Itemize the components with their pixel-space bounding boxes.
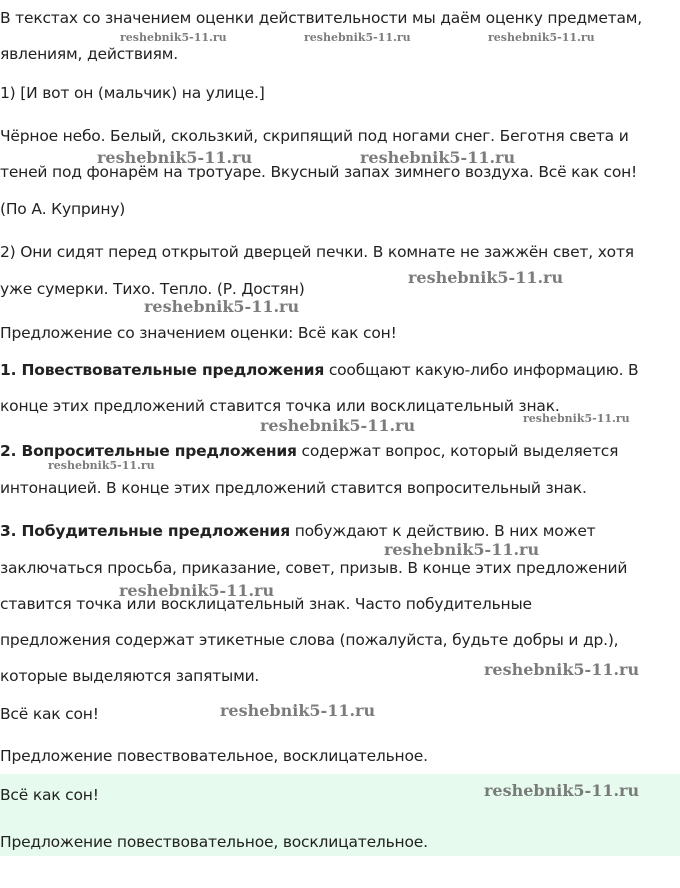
- example-1-source: (По А. Куприну): [0, 200, 126, 218]
- type-3-line-3: ставится точка или восклицательный знак. Часто побудительные: [0, 595, 532, 613]
- watermark: reshebnik5-11.ru: [484, 781, 640, 800]
- watermark: reshebnik5-11.ru: [144, 297, 300, 316]
- watermark: reshebnik5-11.ru: [408, 268, 564, 287]
- watermark: reshebnik5-11.ru: [48, 459, 155, 472]
- type-2-line-2: интонацией. В конце этих предложений ставится вопросительный знак.: [0, 479, 587, 497]
- highlight-answer-sentence: Всё как сон!: [0, 786, 99, 804]
- answer-sentence: Всё как сон!: [0, 705, 99, 723]
- watermark: reshebnik5-11.ru: [484, 660, 640, 679]
- type-2-title: 2. Вопросительные предложения: [0, 442, 297, 460]
- intro-line-1: В текстах со значением оценки действительности мы даём оценку предметам,: [0, 9, 643, 27]
- watermark: reshebnik5-11.ru: [523, 412, 630, 425]
- type-3-line-1: 3. Побудительные предложения побуждают к действию. В них может: [0, 522, 596, 540]
- evaluation-sentence: Предложение со значением оценки: Всё как сон!: [0, 324, 397, 342]
- type-2-line-1: 2. Вопросительные предложения содержат вопрос, который выделяется: [0, 442, 619, 460]
- watermark: reshebnik5-11.ru: [97, 148, 253, 167]
- watermark: reshebnik5-11.ru: [220, 701, 376, 720]
- type-3-line-5: которые выделяются запятыми.: [0, 667, 260, 685]
- watermark: reshebnik5-11.ru: [384, 540, 540, 559]
- type-3-line-2: заключаться просьба, приказание, совет, призыв. В конце этих предложений: [0, 559, 628, 577]
- watermark: reshebnik5-11.ru: [304, 31, 411, 44]
- watermark: reshebnik5-11.ru: [488, 31, 595, 44]
- example-1-header: 1) [И вот он (мальчик) на улице.]: [0, 84, 265, 102]
- watermark: reshebnik5-11.ru: [360, 148, 516, 167]
- example-1-line-1: Чёрное небо. Белый, скользкий, скрипящий под ногами снег. Беготня света и: [0, 127, 629, 145]
- highlight-answer-analysis: Предложение повествовательное, восклицательное.: [0, 833, 428, 851]
- watermark: reshebnik5-11.ru: [120, 31, 227, 44]
- example-2-line-2: уже сумерки. Тихо. Тепло. (Р. Достян): [0, 280, 305, 298]
- watermark: reshebnik5-11.ru: [260, 416, 416, 435]
- example-1-line-2: теней под фонарём на тротуаре. Вкусный запах зимнего воздуха. Всё как сон!: [0, 163, 638, 181]
- type-1-title: 1. Повествовательные предложения: [0, 361, 325, 379]
- answer-analysis: Предложение повествовательное, восклицательное.: [0, 747, 428, 765]
- type-1-line-2: конце этих предложений ставится точка или восклицательный знак.: [0, 397, 560, 415]
- type-1-line-1: 1. Повествовательные предложения сообщают какую-либо информацию. В: [0, 361, 639, 379]
- type-3-title: 3. Побудительные предложения: [0, 522, 290, 540]
- intro-line-2: явлениям, действиям.: [0, 45, 179, 63]
- example-2-line-1: 2) Они сидят перед открытой дверцей печки. В комнате не зажжён свет, хотя: [0, 243, 634, 261]
- watermark: reshebnik5-11.ru: [119, 581, 275, 600]
- type-3-line-4: предложения содержат этикетные слова (пожалуйста, будьте добры и др.),: [0, 631, 619, 649]
